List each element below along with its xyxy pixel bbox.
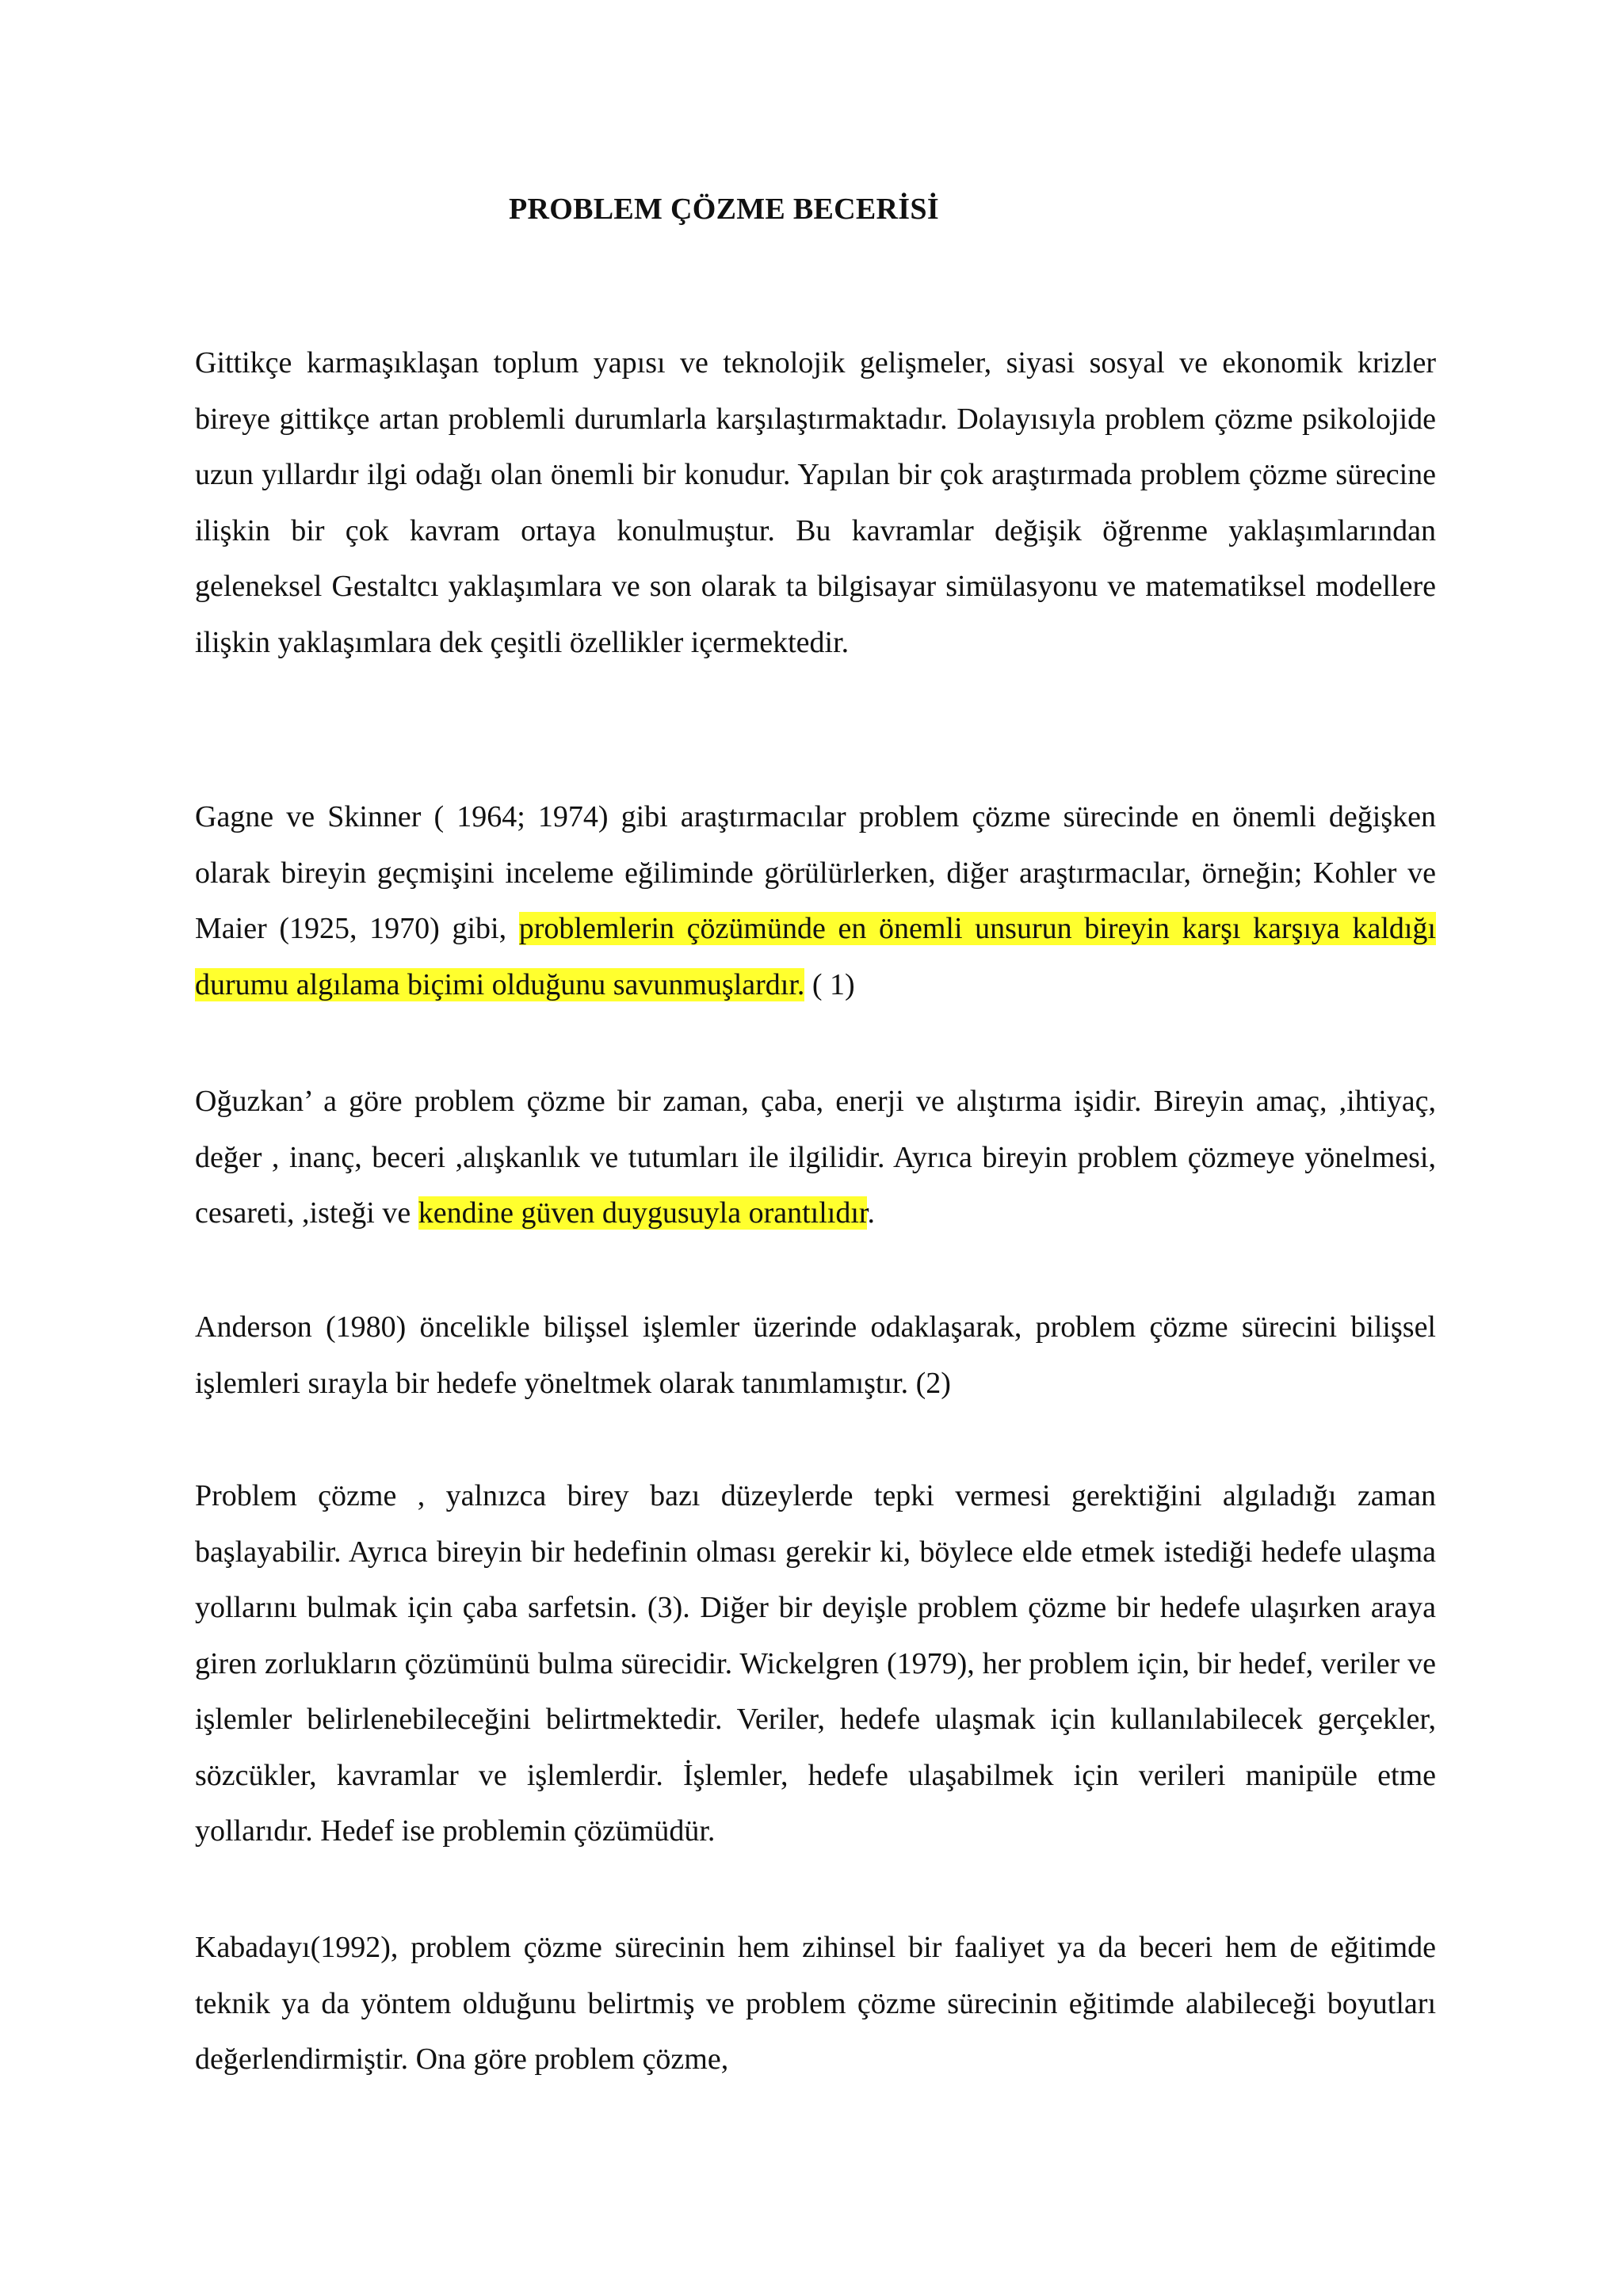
paragraph-oguzkan bbox=[195, 1074, 1436, 1241]
page-title: PROBLEM ÇÖZME BECERİSİ bbox=[509, 193, 939, 226]
paragraph-text: Gagne ve Skinner ( 1964; 1974) gibi araştırmacılar problem çözme sürecinde en önemli değişken olarak bireyin geçmişini inceleme eğiliminde görülürlerken, diğer araştırmacılar, örneğin; Kohler ve Maier (1925, 1970) gibi, bbox=[195, 800, 1436, 945]
paragraph-kabadayi: Kabadayı(1992), problem çözme sürecinin hem zihinsel bir faaliyet ya da beceri hem de eğitimde teknik ya da yöntem olduğunu belirtmiş ve problem çözme sürecinin eğitimde alabileceği boyutları değerlendirmiştir. Ona göre problem çözme, bbox=[195, 1931, 1436, 2076]
paragraph-text: Oğuzkan’ a göre problem çözme bir zaman, çaba, enerji ve alıştırma işidir. Bireyin amaç, ,ihtiyaç, değer , inanç, beceri ,alışkanlık ve tutumları ile ilgilidir. Ayrıca bireyin problem çözmeye yönelmesi, cesareti, ,isteği ve bbox=[195, 1085, 1436, 1230]
paragraph-text: ( 1) bbox=[804, 967, 855, 1001]
paragraph-problem-solving-definition: Problem çözme , yalnızca birey bazı düzeylerde tepki vermesi gerektiğini algıladığı zaman başlayabilir. Ayrıca bireyin bir hedefinin olması gerekir ki, böylece elde etmek istediği hedefe ulaşma yollarını bulmak için çaba sarfetsin. (3). Diğer bir deyişle problem çözme bir hedefe ulaşırken araya giren zorlukların çözümünü bulma sürecidir. Wickelgren (1979), her problem için, bir hedef, veriler ve işlemler belirlenebileceğini belirtmektedir. Veriler, hedefe ulaşmak için kullanılabilecek gerçekler, sözcükler, kavramlar ve işlemlerdir. İşlemler, hedefe ulaşabilmek için verileri manipüle etme yollarıdır. Hedef ise problemin çözümüdür. bbox=[195, 1479, 1436, 1848]
highlighted-text: problemlerin çözümünde en önemli unsurun bireyin karşı karşıya kaldığı durumu algılama biçimi olduğunu savunmuşlardır. bbox=[195, 912, 1436, 1001]
paragraph-text: . bbox=[867, 1196, 875, 1230]
paragraph-intro: Gittikçe karmaşıklaşan toplum yapısı ve teknolojik gelişmeler, siyasi sosyal ve ekonomik krizler bireye gittikçe artan problemli durumlarla karşılaştırmaktadır. Dolayısıyla problem çözme psikolojide uzun yıllardır ilgi odağı olan önemli bir konudur. Yapılan bir çok araştırmada problem çözme sürecine ilişkin bir çok kavram ortaya konulmuştur. Bu kavramlar değişik öğrenme yaklaşımlarından geleneksel Gestaltcı yaklaşımlara ve son olarak ta bilgisayar simülasyonu ve matematiksel modellere ilişkin yaklaşımlara dek çeşitli özellikler içermektedir. bbox=[195, 346, 1436, 659]
paragraph-gagne-skinner bbox=[195, 789, 1436, 1013]
highlighted-text: kendine güven duygusuyla orantılıdır bbox=[418, 1196, 868, 1230]
paragraph-anderson: Anderson (1980) öncelikle bilişsel işlemler üzerinde odaklaşarak, problem çözme sürecini bilişsel işlemleri sırayla bir hedefe yöneltmek olarak tanımlamıştır. (2) bbox=[195, 1310, 1436, 1400]
